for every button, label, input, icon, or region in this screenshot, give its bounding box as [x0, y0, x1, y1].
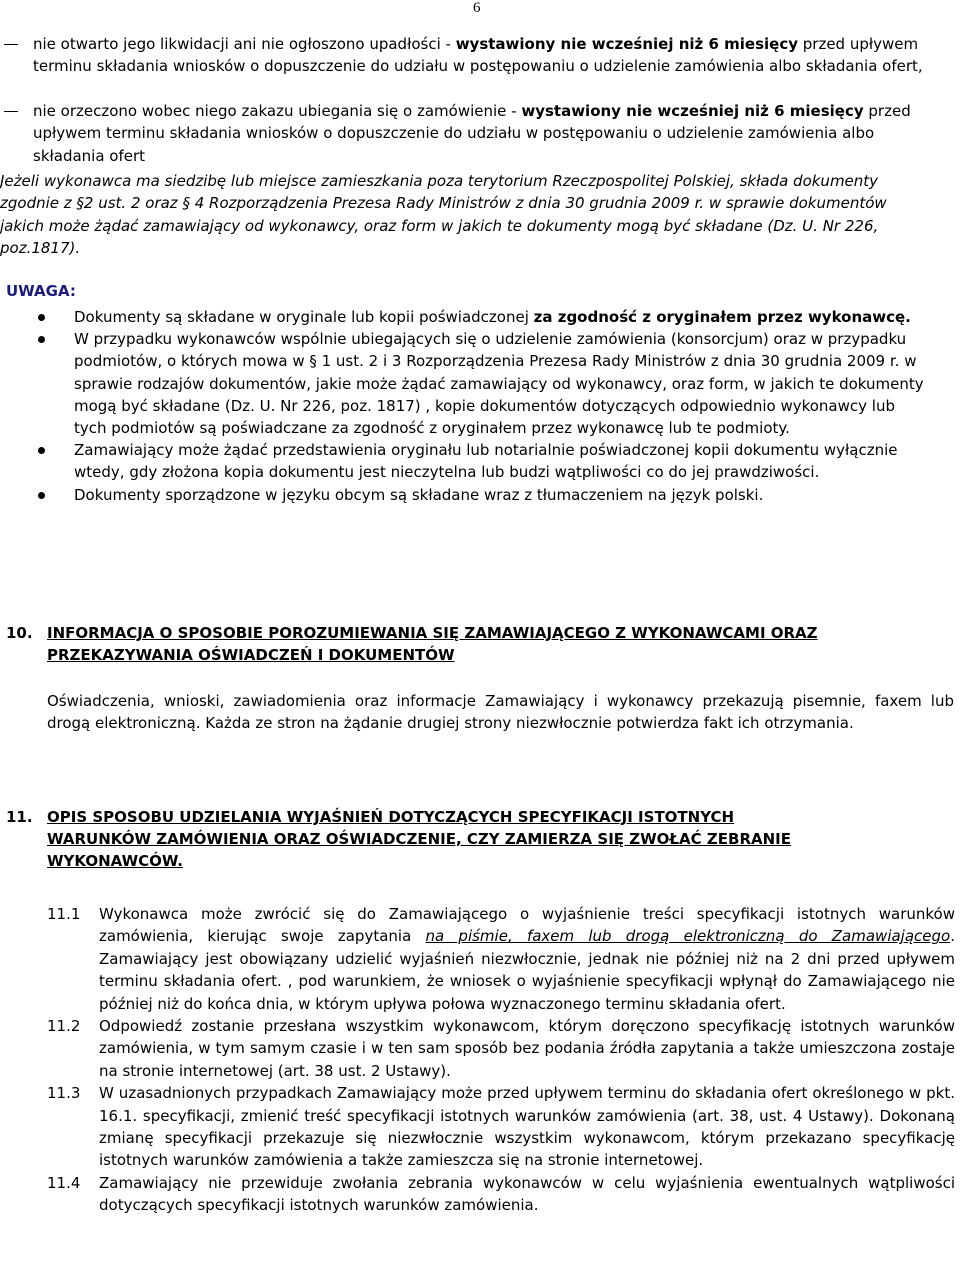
requirement-item: [0, 33, 930, 78]
subsection-item: 11.4 Zamawiający nie przewiduje zwołania zebrania wykonawców w celu wyjaśnienia ewentualnych wątpliwości dotyczących specyfikacji istotnych warunków zamówienia.: [47, 1173, 955, 1215]
list-item: Dokumenty sporządzone w języku obcym są składane wraz z tłumaczeniem na język polski.: [0, 484, 925, 506]
subsection-item: 11.2 Odpowiedź zostanie przesłana wszystkim wykonawcom, którym doręczono specyfikację istotnych warunków zamówienia, w tym samym czasie i w ten sam sposób bez podania źródła zapytania a także umieszczona zostaje na stronie internetowej (art. 38 ust. 2 Ustawy).: [47, 1017, 955, 1080]
requirement-deadline: wystawiony nie wcześniej niż 6 miesięcy: [521, 102, 864, 120]
subsection-item: 11.3 W uzasadnionych przypadkach Zamawiający może przed upływem terminu do składania ofert określonego w pkt. 16.1. specyfikacji, zmienić treść specyfikacji istotnych warunków zamówienia (art. 38, ust. 4 Ustawy). Dokonaną zmianę specyfikacji przekazuje się niezwłocznie wszystkim wykonawcom, którym przekazano specyfikację istotnych warunków zamówienia a także zamieszcza się na stronie internetowej.: [47, 1084, 955, 1170]
section-title-line: INFORMACJA O SPOSOBIE POROZUMIEWANIA SIĘ ZAMAWIAJĄCEGO Z WYKONAWCAMI ORAZ: [47, 624, 818, 642]
bullet-icon: [38, 447, 45, 454]
section-title-line: PRZEKAZYWANIA OŚWIADCZEŃ I DOKUMENTÓW: [47, 646, 455, 664]
section-number: 11.: [6, 808, 33, 826]
requirement-text: nie orzeczono wobec niego zakazu ubiegania się o zamówienie -: [33, 102, 522, 120]
requirement-text: nie otwarto jego likwidacji ani nie ogłoszono upadłości -: [33, 35, 456, 53]
bullet-icon: [38, 336, 45, 343]
section-title-line: WYKONAWCÓW.: [47, 852, 183, 870]
bullet-icon: [38, 314, 45, 321]
requirement-item: [0, 100, 930, 167]
section-number: 10.: [6, 624, 33, 642]
subsection-item: 11.1 Wykonawca może zwrócić się do Zamawiającego o wyjaśnienie treści specyfikacji istotnych warunków zamówienia, kierując swoje zapytania na piśmie, faxem lub drogą elektroniczną do Zamawiającego. Zamawiający jest obowiązany udzielić wyjaśnień niezwłocznie, jednak nie później niż na 2 dni przed upływem terminu składania ofert. , pod warunkiem, że wniosek o wyjaśnienie specyfikacji wpłynął do Zamawiającego nie później niż do końca dnia, w którym upływa połowa wyznaczonego terminu składania ofert.: [47, 905, 955, 1013]
list-item: Zamawiający może żądać przedstawienia oryginału lub notarialnie poświadczonej kopii dokumentu wyłącznie wtedy, gdy złożona kopia dokumentu jest nieczytelna lub budzi wątpliwości co do jej prawdziwości.: [0, 439, 925, 483]
section-11-items: [0, 903, 955, 1217]
uwaga-list: [0, 306, 925, 506]
page-number: 6: [473, 0, 481, 16]
list-item: W przypadku wykonawców wspólnie ubiegających się o udzielenie zamówienia (konsorcjum) oraz w przypadku podmiotów, o których mowa w § 1 ust. 2 i 3 Rozporządzenia Prezesa Rady Ministrów z dnia 30 grudnia 2009 r. w sprawie rodzajów dokumentów, jakie może żądać zamawiający od wykonawcy, oraz form, w jakich te dokumenty mogą być składane (Dz. U. Nr 226, poz. 1817) , kopie dokumentów dotyczących odpowiednio wykonawcy lub tych podmiotów są poświadczane za zgodność z oryginałem przez wykonawcę lub te podmioty.: [0, 328, 925, 439]
communication-methods: na piśmie, faxem lub drogą elektroniczną do Zamawiającego: [425, 927, 951, 946]
emphasis-text: za zgodność z oryginałem przez wykonawcę.: [533, 308, 911, 326]
list-item: Dokumenty są składane w oryginale lub kopii poświadczonej za zgodność z oryginałem przez wykonawcę.: [0, 306, 925, 328]
subsection-number: 11.1: [47, 905, 81, 923]
subsection-number: 11.4: [47, 1173, 81, 1192]
section-11-heading: [6, 806, 951, 872]
uwaga-heading: UWAGA:: [6, 282, 76, 300]
dash-marker: [4, 44, 18, 45]
section-10-body: Oświadczenia, wnioski, zawiadomienia oraz informacje Zamawiający i wykonawcy przekazują pisemnie, faxem lub drogą elektroniczną. Każda ze stron na żądanie drugiej strony niezwłocznie potwierdza fakt ich otrzymania.: [47, 692, 954, 733]
section-10-heading: [6, 622, 951, 666]
bullet-icon: [38, 492, 45, 499]
foreign-contractor-note: Jeżeli wykonawca ma siedzibę lub miejsce zamieszkania poza terytorium Rzeczpospolitej Polskiej, składa dokumenty zgodnie z §2 ust. 2 oraz § 4 Rozporządzenia Prezesa Rady Ministrów z dnia 30 grudnia 2009 r. w sprawie dokumentów jakich może żądać zamawiający od wykonawcy, oraz form w jakich te dokumenty mogą być składane (Dz. U. Nr 226, poz.1817).: [0, 172, 887, 257]
section-title-line: WARUNKÓW ZAMÓWIENIA ORAZ OŚWIADCZENIE, CZY ZAMIERZA SIĘ ZWOŁAĆ ZEBRANIE: [47, 830, 791, 848]
section-title-line: OPIS SPOSOBU UDZIELANIA WYJAŚNIEŃ DOTYCZĄCYCH SPECYFIKACJI ISTOTNYCH: [47, 808, 735, 826]
dash-marker: [4, 111, 18, 112]
requirement-text-cont: przed upływem terminu składania wniosków o dopuszczenie do udziału w postępowaniu o udzielenie zamówienia albo składania ofert: [33, 102, 911, 165]
requirement-deadline: wystawiony nie wcześniej niż 6 miesięcy: [455, 35, 798, 53]
requirement-text-cont: przed upływem terminu składania wniosków o dopuszczenie do udziału w postępowaniu o udzielenie zamówienia albo składania ofert,: [33, 35, 923, 76]
subsection-number: 11.2: [47, 1017, 81, 1036]
subsection-number: 11.3: [47, 1084, 81, 1103]
